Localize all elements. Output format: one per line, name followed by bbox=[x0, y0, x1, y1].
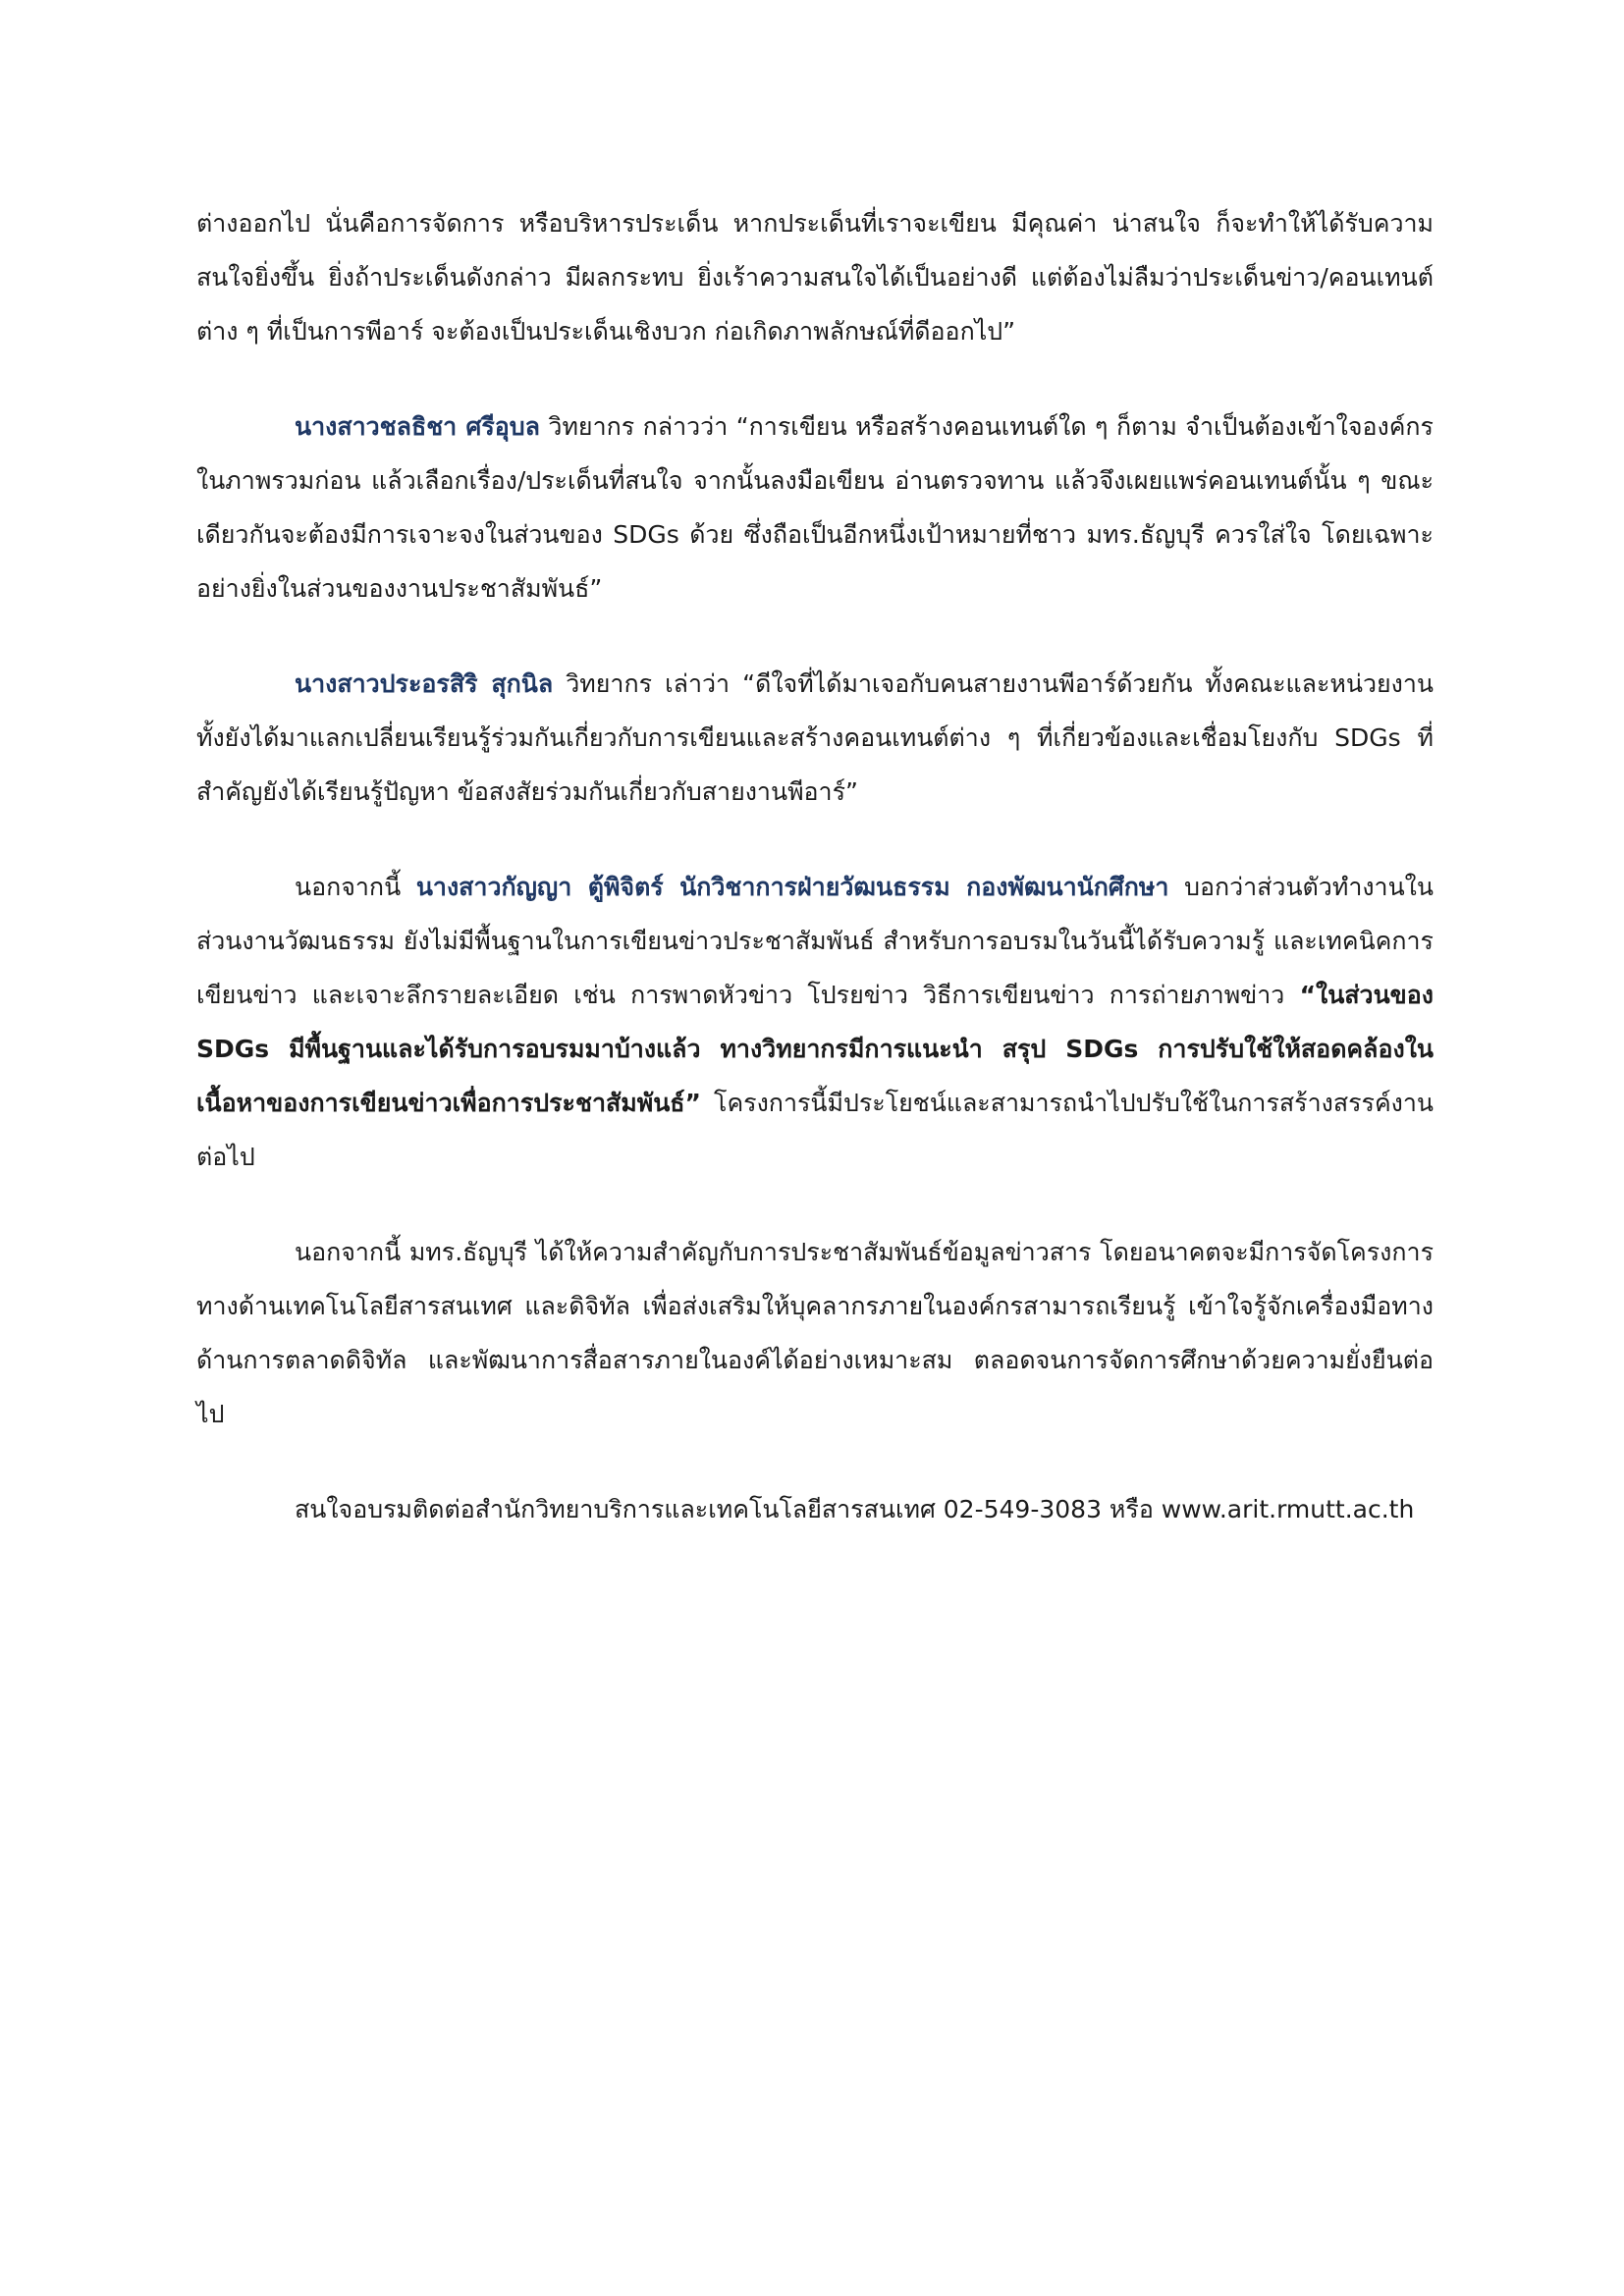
paragraph-intro: นอกจากนี้ bbox=[295, 873, 416, 901]
paragraph-closing bbox=[196, 1225, 1434, 1441]
paragraph-participant bbox=[196, 860, 1434, 1184]
participant-name: นางสาวกัญญา ตู้พิจิตร์ นักวิชาการฝ่ายวัฒนธรรม กองพัฒนานักศึกษา bbox=[415, 873, 1169, 901]
paragraph-speaker-1 bbox=[196, 400, 1434, 615]
paragraph-text: วิทยากร กล่าวว่า “การเขียน หรือสร้างคอนเทนต์ใด ๆ ก็ตาม จำเป็นต้องเข้าใจองค์กรในภาพรวมก่อน แล้วเลือกเรื่อง/ประเด็นที่สนใจ จากนั้นลงมือเขียน อ่านตรวจทาน แล้วจึงเผยแพร่คอนเทนต์นั้น ๆ ขณะเดียวกันจะต้องมีการเจาะจงในส่วนของ SDGs ด้วย ซึ่งถือเป็นอีกหนึ่งเป้าหมายที่ชาว มทร.ธัญบุรี ควรใส่ใจ โดยเฉพาะอย่างยิ่งในส่วนของงานประชาสัมพันธ์” bbox=[196, 412, 1434, 603]
paragraph-continuation bbox=[196, 196, 1434, 358]
paragraph-text: โครงการนี้มีประโยชน์และสามารถนำไปปรับใช้ในการสร้างสรรค์งานต่อไป bbox=[196, 1089, 1434, 1171]
paragraph-text: วิทยากร เล่าว่า “ดีใจที่ได้มาเจอกับคนสายงานพีอาร์ด้วยกัน ทั้งคณะและหน่วยงาน ทั้งยังได้มาแลกเปลี่ยนเรียนรู้ร่วมกันเกี่ยวกับการเขียนและสร้างคอนเทนต์ต่าง ๆ ที่เกี่ยวข้องและเชื่อมโยงกับ SDGs ที่สำคัญยังได้เรียนรู้ปัญหา ข้อสงสัยร่วมกันเกี่ยวกับสายงานพีอาร์” bbox=[196, 669, 1434, 806]
paragraph-text: บอกว่าส่วนตัวทำงานในส่วนงานวัฒนธรรม ยังไม่มีพื้นฐานในการเขียนข่าวประชาสัมพันธ์ สำหรับการอบรมในวันนี้ได้รับความรู้ และเทคนิคการเขียนข่าว และเจาะลึกรายละเอียด เช่น การพาดหัวข่าว โปรยข่าว วิธีการเขียนข่าว การถ่ายภาพข่าว bbox=[196, 873, 1434, 1009]
article-body bbox=[196, 196, 1434, 1577]
paragraph-speaker-2 bbox=[196, 657, 1434, 819]
participant-quote: “ในส่วนของ SDGs มีพื้นฐานและได้รับการอบรมมาบ้างแล้ว ทางวิทยากรมีการแนะนำ สรุป SDGs การปรับใช้ให้สอดคล้องในเนื้อหาของการเขียนข่าวเพื่อการประชาสัมพันธ์” bbox=[196, 981, 1434, 1117]
contact-text: สนใจอบรมติดต่อสำนักวิทยาบริการและเทคโนโลยีสารสนเทศ 02-549-3083 หรือ www.arit.rmutt.ac.th bbox=[295, 1495, 1415, 1523]
speaker-name: นางสาวชลธิชา ศรีอุบล bbox=[295, 412, 540, 441]
paragraph-text: นอกจากนี้ มทร.ธัญบุรี ได้ให้ความสำคัญกับการประชาสัมพันธ์ข้อมูลข่าวสาร โดยอนาคตจะมีการจัดโครงการทางด้านเทคโนโลยีสารสนเทศ และดิจิทัล เพื่อส่งเสริมให้บุคลากรภายในองค์กรสามารถเรียนรู้ เข้าใจรู้จักเครื่องมือทางด้านการตลาดดิจิทัล และพัฒนาการสื่อสารภายในองค์ได้อย่างเหมาะสม ตลอดจนการจัดการศึกษาด้วยความยั่งยืนต่อไป bbox=[196, 1238, 1434, 1428]
paragraph-text: ต่างออกไป นั่นคือการจัดการ หรือบริหารประเด็น หากประเด็นที่เราจะเขียน มีคุณค่า น่าสนใจ ก็จะทำให้ได้รับความสนใจยิ่งขึ้น ยิ่งถ้าประเด็นดังกล่าว มีผลกระทบ ยิ่งเร้าความสนใจได้เป็นอย่างดี แต่ต้องไม่ลืมว่าประเด็นข่าว/คอนเทนต์ต่าง ๆ ที่เป็นการพีอาร์ จะต้องเป็นประเด็นเชิงบวก ก่อเกิดภาพลักษณ์ที่ดีออกไป” bbox=[196, 209, 1434, 346]
speaker-name: นางสาวประอรสิริ สุกนิล bbox=[295, 669, 554, 698]
paragraph-contact bbox=[196, 1482, 1434, 1536]
